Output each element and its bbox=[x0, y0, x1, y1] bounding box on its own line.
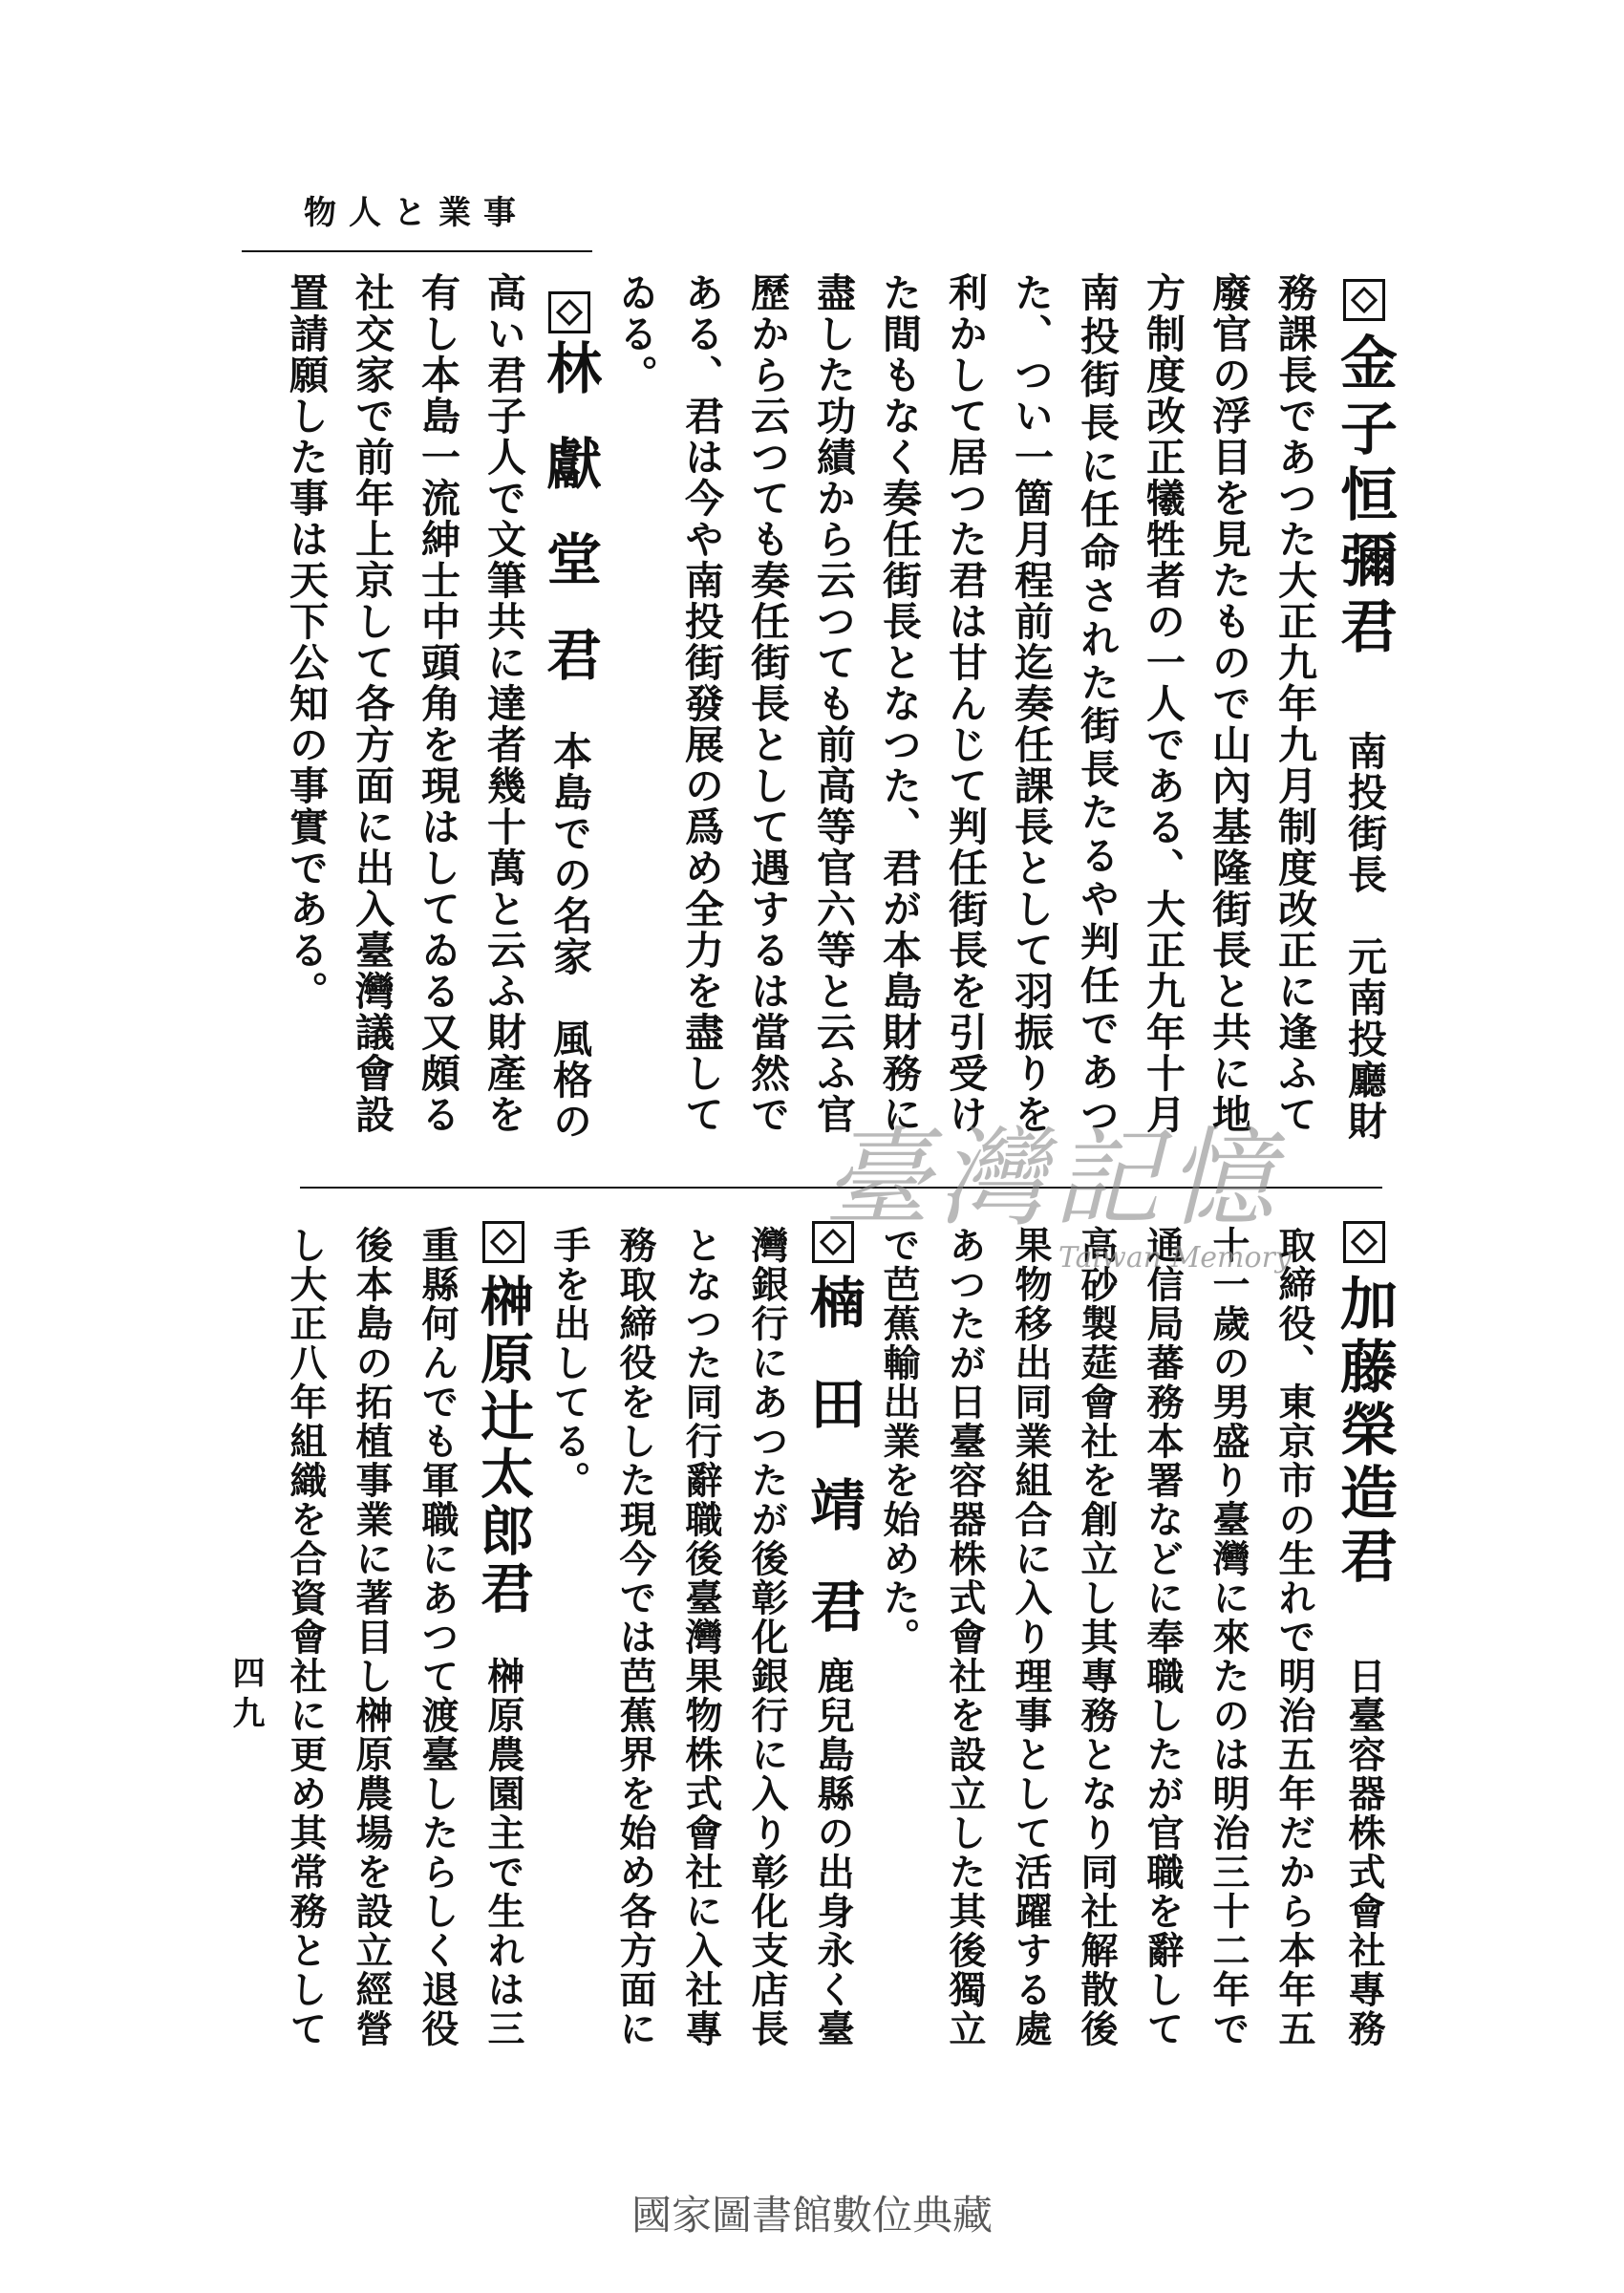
text-line: 盡した功績から云つても前高等官六等と云ふ官 bbox=[810, 272, 856, 1135]
text-line: 後本島の拓植事業に著目し榊原農場を設立經營 bbox=[350, 1226, 394, 2048]
text-line: 果物移出同業組合に入り理事として活躍する處 bbox=[1009, 1226, 1053, 2048]
boxed-diamond-icon bbox=[1343, 1221, 1385, 1263]
diamond-shape bbox=[1351, 1229, 1378, 1255]
text-line: 務課長であつた大正九年九月制度改正に逢ふて bbox=[1271, 272, 1317, 1135]
entry-descriptor: 本島での名家 風格の bbox=[546, 731, 592, 1142]
entry-descriptor: 日臺容器株式會社專務 bbox=[1342, 1657, 1386, 2048]
entry-descriptor: 南投街長 元南投廳財 bbox=[1341, 731, 1387, 1142]
watermark-logo-latin: Taiwan Memory bbox=[1058, 1241, 1292, 1275]
text-line: 歷から云つても奏任街長として遇するは當然で bbox=[744, 272, 790, 1135]
watermark-logo-text: 臺灣記憶 bbox=[823, 1117, 1282, 1241]
diamond-shape bbox=[556, 299, 583, 326]
text-line: 重縣何んでも軍職にあつて渡臺したらしく退役 bbox=[416, 1226, 459, 2048]
running-header-title: 事業と人物 bbox=[304, 194, 528, 232]
boxed-diamond-icon bbox=[482, 1221, 524, 1263]
text-line: 十一歲の男盛り臺灣に來たのは明治三十二年で bbox=[1207, 1226, 1250, 2048]
entry-name: 林 獻 堂 君 bbox=[537, 339, 602, 674]
text-line: 高砂製莚會社を創立し其專務となり同社解散後 bbox=[1075, 1226, 1119, 2048]
boxed-diamond-icon bbox=[1343, 279, 1385, 321]
text-line: 通信局蕃務本署などに奉職したが官職を辭して bbox=[1141, 1226, 1185, 2048]
entry-name: 加藤榮造君 bbox=[1331, 1274, 1398, 1589]
boxed-diamond-icon bbox=[548, 291, 590, 333]
text-line: 置請願した事は天下公知の事實である。 bbox=[283, 272, 329, 1012]
text-line: で芭蕉輸出業を始めた。 bbox=[877, 1226, 921, 1657]
diamond-shape bbox=[490, 1229, 517, 1255]
text-line: 灣銀行にあつたが後彰化銀行に入り彰化支店長 bbox=[745, 1226, 789, 2048]
text-line: 方制度改正犧牲者の一人である、大正九年十月 bbox=[1140, 272, 1186, 1135]
entry-name: 金子恒彌君 bbox=[1331, 332, 1398, 662]
text-line: た、つい一箇月程前迄奏任課長として羽振りを bbox=[1008, 272, 1054, 1135]
text-line: となつた同行辭職後臺灣果物株式會社に入社專 bbox=[679, 1226, 723, 2048]
text-line: し大正八年組織を合資會社に更め其常務として bbox=[284, 1226, 328, 2048]
text-line: 高い君子人で文筆共に達者幾十萬と云ふ財產を bbox=[481, 272, 526, 1135]
text-line: 取締役、東京市の生れで明治五年だから本年五 bbox=[1272, 1226, 1316, 2048]
entry-descriptor: 榊原農園主で生れは三 bbox=[481, 1657, 525, 2048]
text-line: 手を出してる。 bbox=[547, 1226, 591, 1500]
text-line: 利かして居つた君は甘んじて判任街長を引受け bbox=[942, 272, 988, 1135]
text-line: 務取締役をした現今では芭蕉界を始め各方面に bbox=[613, 1226, 657, 2048]
collection-footer: 國家圖書館數位典藏 bbox=[630, 2192, 993, 2239]
text-line: あつたが日臺容器株式會社を設立した其後獨立 bbox=[943, 1226, 987, 2048]
header-rule bbox=[242, 250, 592, 252]
text-line: 社交家で前年上京して各方面に出入臺灣議會設 bbox=[349, 272, 395, 1135]
text-line: ゐる。 bbox=[612, 272, 658, 396]
text-line: 有し本島一流紳士中頭角を現はしてゐる又頗る bbox=[415, 272, 460, 1135]
text-line: 廢官の浮目を見たもので山內基隆街長と共に地 bbox=[1206, 272, 1251, 1135]
text-line: 南投街長に任命された街長たるや判任であつ bbox=[1074, 272, 1120, 1138]
entry-name: 楠 田 靖 君 bbox=[801, 1274, 865, 1628]
text-line: ある、君は今や南投街發展の爲め全力を盡して bbox=[678, 272, 724, 1135]
entry-descriptor: 鹿兒島縣の出身永く臺 bbox=[811, 1657, 855, 2048]
text-line: た間もなく奏任街長となつた、君が本島財務に bbox=[876, 272, 922, 1135]
diamond-shape bbox=[1351, 287, 1378, 313]
page-number: 四九 bbox=[226, 1656, 265, 1736]
entry-name: 榊原辻太郎君 bbox=[472, 1274, 535, 1618]
